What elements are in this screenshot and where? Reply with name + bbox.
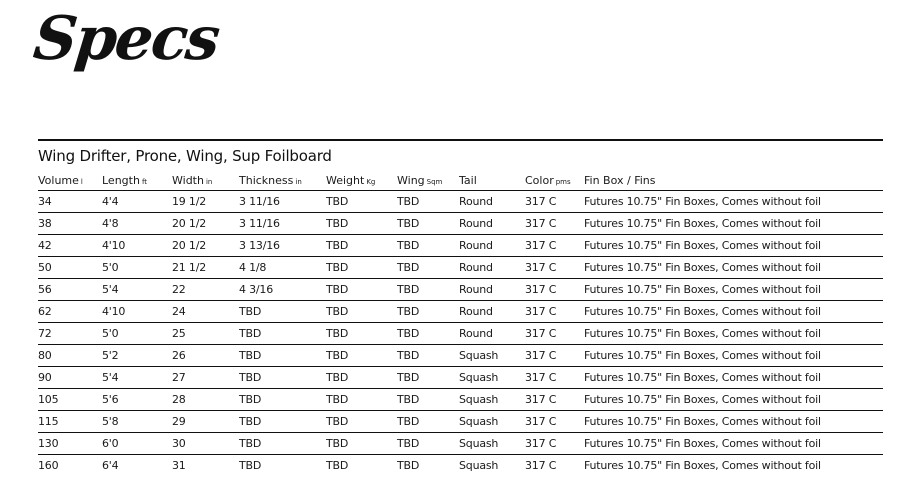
column-header-length bbox=[102, 170, 172, 191]
cell-width: 21 1/2 bbox=[172, 257, 239, 279]
cell-weight: TBD bbox=[326, 213, 397, 235]
cell-weight: TBD bbox=[326, 191, 397, 213]
cell-volume: 34 bbox=[38, 191, 102, 213]
column-header-label: Volume bbox=[38, 173, 79, 187]
cell-weight: TBD bbox=[326, 257, 397, 279]
table-row bbox=[38, 323, 883, 345]
cell-tail: Round bbox=[459, 235, 525, 257]
cell-color: 317 C bbox=[525, 213, 584, 235]
table-header-row bbox=[38, 170, 883, 191]
cell-volume: 42 bbox=[38, 235, 102, 257]
cell-fin-box: Futures 10.75" Fin Boxes, Comes without foil bbox=[584, 367, 883, 389]
cell-length: 4'10 bbox=[102, 235, 172, 257]
cell-fin-box: Futures 10.75" Fin Boxes, Comes without foil bbox=[584, 459, 821, 472]
table-row bbox=[38, 367, 883, 389]
cell-length: 5'0 bbox=[102, 257, 172, 279]
cell-width: 28 bbox=[172, 389, 239, 411]
cell-thickness: TBD bbox=[239, 323, 326, 345]
specs-table bbox=[38, 170, 883, 476]
cell-width: 26 bbox=[172, 345, 239, 367]
cell-wing: TBD bbox=[397, 367, 459, 389]
cell-wing: TBD bbox=[397, 433, 459, 455]
cell-length: 5'2 bbox=[102, 345, 172, 367]
column-header-unit: ft bbox=[141, 177, 148, 186]
cell-length: 4'4 bbox=[102, 191, 172, 213]
cell-weight: TBD bbox=[326, 279, 397, 301]
cell-weight: TBD bbox=[326, 433, 397, 455]
cell-thickness: 4 3/16 bbox=[239, 279, 326, 301]
table-row bbox=[38, 213, 883, 235]
cell-wing: TBD bbox=[397, 323, 459, 345]
column-header-label: Color bbox=[525, 173, 554, 187]
cell-color: 317 C bbox=[525, 191, 584, 213]
cell-tail: Round bbox=[459, 257, 525, 279]
table-row bbox=[38, 257, 883, 279]
cell-weight: TBD bbox=[326, 411, 397, 433]
cell-wing: TBD bbox=[397, 213, 459, 235]
cell-wing: TBD bbox=[397, 257, 459, 279]
column-header-label: Tail bbox=[459, 173, 477, 187]
cell-tail: Squash bbox=[459, 459, 499, 472]
table-row bbox=[38, 433, 883, 455]
table-row bbox=[38, 191, 883, 213]
cell-fin-box: Futures 10.75" Fin Boxes, Comes without foil bbox=[584, 323, 883, 345]
cell-weight: TBD bbox=[326, 323, 397, 345]
column-header-unit: Sqm bbox=[426, 177, 443, 186]
cell-width: 20 1/2 bbox=[172, 235, 239, 257]
cell-width: 31 bbox=[172, 459, 186, 472]
cell-tail: Round bbox=[459, 301, 525, 323]
cell-color: 317 C bbox=[525, 433, 584, 455]
column-header-label: Width bbox=[172, 173, 204, 187]
cell-fin-box: Futures 10.75" Fin Boxes, Comes without foil bbox=[584, 301, 883, 323]
cell-tail: Round bbox=[459, 191, 525, 213]
column-header-thickness bbox=[239, 170, 326, 191]
cell-color: 317 C bbox=[525, 459, 557, 472]
cell-wing: TBD bbox=[397, 301, 459, 323]
cell-width: 30 bbox=[172, 433, 239, 455]
cell-thickness: TBD bbox=[239, 459, 262, 472]
cell-volume: 80 bbox=[38, 345, 102, 367]
cell-volume: 72 bbox=[38, 323, 102, 345]
column-header-width bbox=[172, 170, 239, 191]
column-header-label: Fin Box / Fins bbox=[584, 173, 656, 187]
cell-weight: TBD bbox=[326, 389, 397, 411]
cell-length: 4'10 bbox=[102, 301, 172, 323]
cell-fin-box: Futures 10.75" Fin Boxes, Comes without foil bbox=[584, 411, 883, 433]
column-header-label: Length bbox=[102, 173, 140, 187]
cell-fin-box: Futures 10.75" Fin Boxes, Comes without foil bbox=[584, 433, 883, 455]
table-row bbox=[38, 455, 883, 477]
table-row bbox=[38, 389, 883, 411]
cell-thickness: 3 13/16 bbox=[239, 235, 326, 257]
heading-divider bbox=[38, 139, 883, 141]
cell-thickness: TBD bbox=[239, 389, 326, 411]
cell-width: 29 bbox=[172, 411, 239, 433]
page-heading: Specs bbox=[30, 4, 222, 74]
cell-fin-box: Futures 10.75" Fin Boxes, Comes without foil bbox=[584, 257, 883, 279]
cell-length: 6'0 bbox=[102, 433, 172, 455]
cell-fin-box: Futures 10.75" Fin Boxes, Comes without foil bbox=[584, 389, 883, 411]
cell-length: 4'8 bbox=[102, 213, 172, 235]
column-header-unit: pms bbox=[555, 177, 571, 186]
table-row bbox=[38, 411, 883, 433]
cell-volume: 38 bbox=[38, 213, 102, 235]
cell-color: 317 C bbox=[525, 279, 584, 301]
cell-length: 5'8 bbox=[102, 411, 172, 433]
cell-thickness: TBD bbox=[239, 367, 326, 389]
cell-wing: TBD bbox=[397, 345, 459, 367]
column-header-weight bbox=[326, 170, 397, 191]
column-header-color bbox=[525, 170, 584, 191]
cell-volume: 56 bbox=[38, 279, 102, 301]
cell-color: 317 C bbox=[525, 389, 584, 411]
cell-volume: 90 bbox=[38, 367, 102, 389]
cell-thickness: TBD bbox=[239, 301, 326, 323]
cell-tail: Round bbox=[459, 213, 525, 235]
cell-weight: TBD bbox=[326, 235, 397, 257]
cell-thickness: TBD bbox=[239, 433, 326, 455]
cell-tail: Round bbox=[459, 279, 525, 301]
cell-length: 5'0 bbox=[102, 323, 172, 345]
cell-tail: Squash bbox=[459, 345, 525, 367]
cell-fin-box: Futures 10.75" Fin Boxes, Comes without foil bbox=[584, 235, 883, 257]
column-header-unit: in bbox=[295, 177, 302, 186]
cell-weight: TBD bbox=[326, 367, 397, 389]
cell-wing: TBD bbox=[397, 389, 459, 411]
cell-thickness: TBD bbox=[239, 411, 326, 433]
cell-volume: 160 bbox=[38, 459, 59, 472]
cell-length: 6'4 bbox=[102, 459, 119, 472]
cell-wing: TBD bbox=[397, 279, 459, 301]
cell-thickness: 3 11/16 bbox=[239, 213, 326, 235]
cell-color: 317 C bbox=[525, 323, 584, 345]
cell-wing: TBD bbox=[397, 459, 420, 472]
table-row bbox=[38, 279, 883, 301]
cell-color: 317 C bbox=[525, 301, 584, 323]
column-header-unit: Kg bbox=[366, 177, 376, 186]
cell-color: 317 C bbox=[525, 257, 584, 279]
cell-weight: TBD bbox=[326, 459, 349, 472]
cell-weight: TBD bbox=[326, 345, 397, 367]
cell-volume: 105 bbox=[38, 389, 102, 411]
cell-color: 317 C bbox=[525, 367, 584, 389]
column-header-unit: l bbox=[80, 177, 83, 186]
cell-tail: Squash bbox=[459, 389, 525, 411]
cell-wing: TBD bbox=[397, 191, 459, 213]
cell-thickness: 3 11/16 bbox=[239, 191, 326, 213]
cell-width: 19 1/2 bbox=[172, 191, 239, 213]
cell-color: 317 C bbox=[525, 411, 584, 433]
table-row bbox=[38, 301, 883, 323]
column-header-wing bbox=[397, 170, 459, 191]
cell-width: 25 bbox=[172, 323, 239, 345]
cell-tail: Round bbox=[459, 323, 525, 345]
column-header-label: Wing bbox=[397, 173, 425, 187]
cell-tail: Squash bbox=[459, 411, 525, 433]
cell-tail: Squash bbox=[459, 433, 525, 455]
cell-length: 5'6 bbox=[102, 389, 172, 411]
cell-thickness: TBD bbox=[239, 345, 326, 367]
table-body bbox=[38, 191, 883, 477]
column-header-fin-box bbox=[584, 170, 883, 191]
column-header-tail bbox=[459, 170, 525, 191]
cell-length: 5'4 bbox=[102, 279, 172, 301]
table-subtitle: Wing Drifter, Prone, Wing, Sup Foilboard bbox=[38, 147, 332, 165]
cell-width: 22 bbox=[172, 279, 239, 301]
cell-width: 24 bbox=[172, 301, 239, 323]
cell-volume: 130 bbox=[38, 433, 102, 455]
cell-fin-box: Futures 10.75" Fin Boxes, Comes without foil bbox=[584, 345, 883, 367]
table-row bbox=[38, 235, 883, 257]
column-header-volume bbox=[38, 170, 102, 191]
cell-color: 317 C bbox=[525, 235, 584, 257]
cell-wing: TBD bbox=[397, 411, 459, 433]
cell-tail: Squash bbox=[459, 367, 525, 389]
cell-volume: 115 bbox=[38, 411, 102, 433]
cell-length: 5'4 bbox=[102, 367, 172, 389]
cell-volume: 50 bbox=[38, 257, 102, 279]
cell-color: 317 C bbox=[525, 345, 584, 367]
cell-fin-box: Futures 10.75" Fin Boxes, Comes without foil bbox=[584, 213, 883, 235]
cell-width: 27 bbox=[172, 367, 239, 389]
cell-fin-box: Futures 10.75" Fin Boxes, Comes without foil bbox=[584, 279, 883, 301]
table-row bbox=[38, 345, 883, 367]
column-header-unit: in bbox=[205, 177, 213, 186]
cell-fin-box: Futures 10.75" Fin Boxes, Comes without foil bbox=[584, 191, 883, 213]
column-header-label: Thickness bbox=[239, 173, 294, 187]
column-header-label: Weight bbox=[326, 173, 365, 187]
cell-thickness: 4 1/8 bbox=[239, 257, 326, 279]
cell-wing: TBD bbox=[397, 235, 459, 257]
cell-width: 20 1/2 bbox=[172, 213, 239, 235]
cell-volume: 62 bbox=[38, 301, 102, 323]
cell-weight: TBD bbox=[326, 301, 397, 323]
